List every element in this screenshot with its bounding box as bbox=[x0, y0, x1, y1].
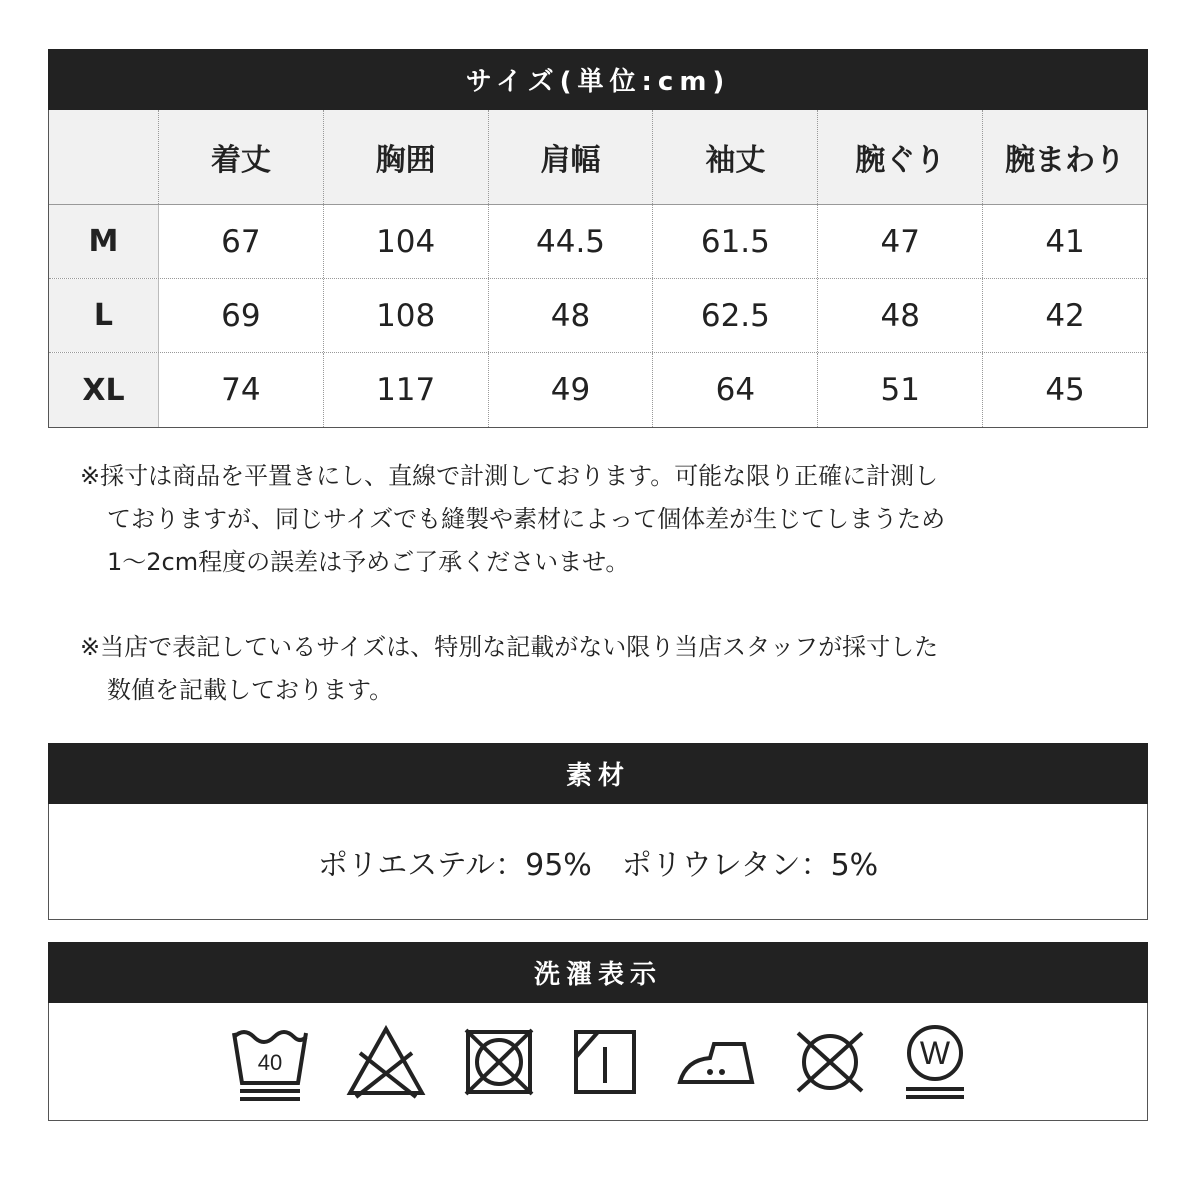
table-row bbox=[49, 279, 1147, 353]
care-icons bbox=[48, 1003, 1148, 1121]
material-box bbox=[48, 804, 1148, 920]
table-cell: 51 bbox=[818, 353, 983, 427]
line-dry-shade-icon bbox=[572, 1027, 638, 1097]
size-label: L bbox=[49, 279, 159, 352]
header-empty-cell bbox=[49, 110, 159, 204]
no-tumble-dry-icon bbox=[462, 1027, 536, 1097]
table-cell: 48 bbox=[818, 279, 983, 352]
table-cell: 117 bbox=[324, 353, 489, 427]
wet-clean-letter: W bbox=[919, 1034, 951, 1071]
table-cell: 74 bbox=[159, 353, 324, 427]
table-cell: 47 bbox=[818, 205, 983, 278]
note-line: ※採寸は商品を平置きにし、直線で計測しております。可能な限り正確に計測し bbox=[80, 462, 939, 490]
care-title: 洗濯表示 bbox=[48, 942, 1148, 1003]
wash-40-icon bbox=[230, 1023, 310, 1101]
note-line: 1〜2cm程度の誤差は予めご了承くださいませ。 bbox=[107, 548, 630, 576]
size-label: M bbox=[49, 205, 159, 278]
material-title: 素材 bbox=[48, 743, 1148, 804]
column-header: 胸囲 bbox=[324, 110, 489, 204]
table-cell: 44.5 bbox=[489, 205, 654, 278]
column-header: 肩幅 bbox=[489, 110, 654, 204]
column-header: 腕まわり bbox=[1005, 143, 1126, 178]
wash-temperature: 40 bbox=[257, 1049, 283, 1075]
iron-low-icon bbox=[674, 1034, 756, 1090]
material-text: ポリエステル：95% ポリウレタン：5% bbox=[317, 847, 879, 883]
store-note bbox=[80, 626, 1080, 712]
column-header: 着丈 bbox=[159, 110, 324, 204]
table-cell: 45 bbox=[1045, 372, 1085, 408]
wet-clean-icon bbox=[904, 1023, 966, 1101]
table-cell: 49 bbox=[489, 353, 654, 427]
size-table-title: サイズ(単位:cm) bbox=[48, 49, 1148, 110]
no-bleach-icon bbox=[346, 1025, 426, 1099]
table-cell: 61.5 bbox=[653, 205, 818, 278]
column-header: 袖丈 bbox=[653, 110, 818, 204]
note-line: 数値を記載しております。 bbox=[107, 676, 394, 704]
table-cell: 104 bbox=[324, 205, 489, 278]
column-header: 腕ぐり bbox=[818, 110, 983, 204]
size-label: XL bbox=[49, 353, 159, 427]
table-cell: 64 bbox=[653, 353, 818, 427]
size-table bbox=[48, 110, 1148, 428]
size-table-header-row bbox=[49, 110, 1147, 205]
note-line: ておりますが、同じサイズでも縫製や素材によって個体差が生じてしまうため bbox=[107, 505, 946, 533]
table-cell: 48 bbox=[489, 279, 654, 352]
table-cell: 42 bbox=[1045, 297, 1085, 334]
note-line: ※当店で表記しているサイズは、特別な記載がない限り当店スタッフが採寸した bbox=[80, 633, 939, 661]
table-row bbox=[49, 353, 1147, 427]
table-row bbox=[49, 205, 1147, 279]
table-cell: 67 bbox=[159, 205, 324, 278]
table-cell: 62.5 bbox=[653, 279, 818, 352]
table-cell: 69 bbox=[159, 279, 324, 352]
no-dry-clean-icon bbox=[792, 1027, 868, 1097]
measurement-note bbox=[80, 455, 1080, 584]
table-cell: 108 bbox=[324, 279, 489, 352]
table-cell: 41 bbox=[1045, 223, 1085, 260]
